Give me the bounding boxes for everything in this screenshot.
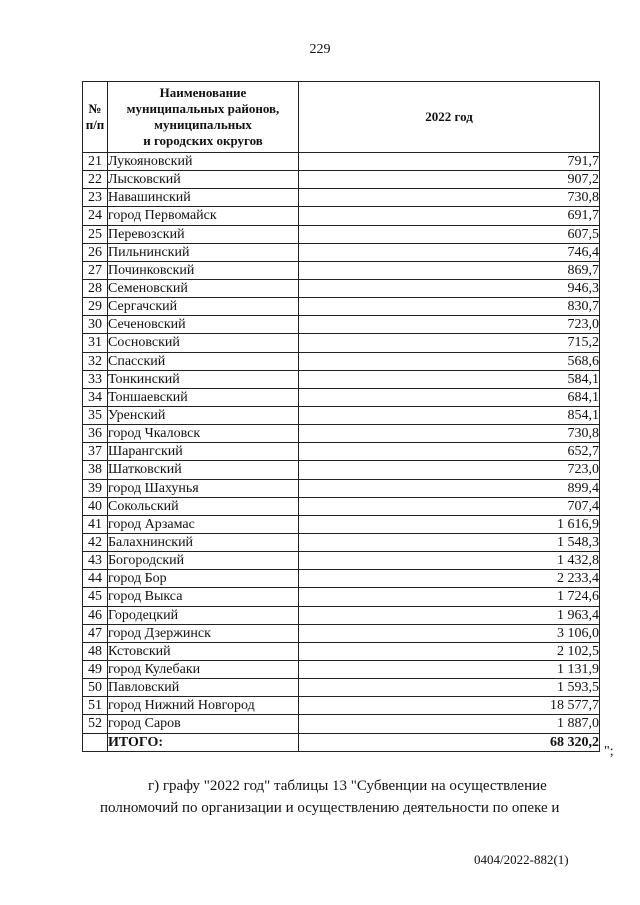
row-name: город Саров (108, 715, 299, 733)
row-name: Лукояновский (108, 153, 299, 171)
row-value: 2 233,4 (299, 570, 600, 588)
row-value: 1 593,5 (299, 679, 600, 697)
page-number: 229 (309, 42, 331, 57)
header-num (83, 82, 108, 153)
row-name: Балахнинский (108, 533, 299, 551)
row-name: город Шахунья (108, 479, 299, 497)
row-number: 24 (83, 207, 108, 225)
table-row (83, 298, 600, 316)
row-value: 1 887,0 (299, 715, 600, 733)
row-value: 584,1 (299, 370, 600, 388)
table-header-row (83, 82, 600, 153)
table-row (83, 279, 600, 297)
header-num-line1: № (88, 101, 102, 116)
row-value: 1 724,6 (299, 588, 600, 606)
header-value: 2022 год (299, 82, 600, 153)
table-row (83, 406, 600, 424)
row-value: 707,4 (299, 497, 600, 515)
row-number: 33 (83, 370, 108, 388)
total-value: 68 320,2 (299, 733, 600, 751)
row-number: 49 (83, 660, 108, 678)
row-name: Перевозский (108, 225, 299, 243)
table-row (83, 588, 600, 606)
row-name: Тоншаевский (108, 388, 299, 406)
row-number: 45 (83, 588, 108, 606)
row-value: 1 548,3 (299, 533, 600, 551)
row-value: 723,0 (299, 316, 600, 334)
table-row (83, 316, 600, 334)
header-name-line4: и городских округов (143, 133, 263, 148)
row-name: Спасский (108, 352, 299, 370)
row-name: Сеченовский (108, 316, 299, 334)
table-row (83, 352, 600, 370)
total-row (83, 733, 600, 751)
row-number: 51 (83, 697, 108, 715)
row-number: 31 (83, 334, 108, 352)
table-row (83, 461, 600, 479)
row-number: 47 (83, 624, 108, 642)
row-number: 44 (83, 570, 108, 588)
row-value: 723,0 (299, 461, 600, 479)
table-row (83, 660, 600, 678)
document-code: 0404/2022-882(1) (474, 852, 569, 867)
row-name: Сокольский (108, 497, 299, 515)
row-value: 3 106,0 (299, 624, 600, 642)
row-number: 50 (83, 679, 108, 697)
paragraph-line-2: полномочий по организации и осуществлению деятельности по опеке и (100, 800, 560, 816)
total-label: ИТОГО: (108, 733, 299, 751)
table-row (83, 642, 600, 660)
row-value: 715,2 (299, 334, 600, 352)
row-number: 25 (83, 225, 108, 243)
table-row (83, 715, 600, 733)
table-row (83, 153, 600, 171)
row-number: 22 (83, 171, 108, 189)
row-value: 1 432,8 (299, 552, 600, 570)
row-name: Починковский (108, 261, 299, 279)
table-row (83, 334, 600, 352)
table-row (83, 624, 600, 642)
row-value: 2 102,5 (299, 642, 600, 660)
row-number: 35 (83, 406, 108, 424)
row-value: 946,3 (299, 279, 600, 297)
row-value: 791,7 (299, 153, 600, 171)
row-number: 27 (83, 261, 108, 279)
row-number: 32 (83, 352, 108, 370)
table-row (83, 606, 600, 624)
table-row (83, 443, 600, 461)
row-value: 899,4 (299, 479, 600, 497)
row-name: Пильнинский (108, 243, 299, 261)
header-name (108, 82, 299, 153)
row-value: 730,8 (299, 425, 600, 443)
row-name: город Бор (108, 570, 299, 588)
row-name: Павловский (108, 679, 299, 697)
row-number: 30 (83, 316, 108, 334)
table-row (83, 479, 600, 497)
row-number: 40 (83, 497, 108, 515)
row-number: 43 (83, 552, 108, 570)
row-number: 41 (83, 515, 108, 533)
row-name: город Кулебаки (108, 660, 299, 678)
row-name: Сосновский (108, 334, 299, 352)
row-name: город Чкаловск (108, 425, 299, 443)
table-row (83, 679, 600, 697)
row-number: 48 (83, 642, 108, 660)
table-row (83, 243, 600, 261)
row-name: город Первомайск (108, 207, 299, 225)
paragraph-line-1: г) графу "2022 год" таблицы 13 "Субвенции на осуществление (148, 778, 547, 794)
header-name-line3: муниципальных (154, 117, 252, 132)
row-value: 869,7 (299, 261, 600, 279)
total-num-empty (83, 733, 108, 751)
table-row (83, 189, 600, 207)
row-value: 1 616,9 (299, 515, 600, 533)
row-number: 26 (83, 243, 108, 261)
row-name: Городецкий (108, 606, 299, 624)
row-value: 652,7 (299, 443, 600, 461)
header-name-line1: Наименование (159, 85, 247, 100)
row-value: 730,8 (299, 189, 600, 207)
row-number: 37 (83, 443, 108, 461)
row-number: 34 (83, 388, 108, 406)
row-value: 1 131,9 (299, 660, 600, 678)
row-value: 684,1 (299, 388, 600, 406)
table-row (83, 225, 600, 243)
table-row (83, 388, 600, 406)
row-number: 28 (83, 279, 108, 297)
table-row (83, 570, 600, 588)
row-name: Богородский (108, 552, 299, 570)
row-number: 23 (83, 189, 108, 207)
row-number: 39 (83, 479, 108, 497)
row-name: Семеновский (108, 279, 299, 297)
row-number: 38 (83, 461, 108, 479)
row-name: Уренский (108, 406, 299, 424)
row-value: 746,4 (299, 243, 600, 261)
table-row (83, 370, 600, 388)
row-value: 830,7 (299, 298, 600, 316)
header-num-line2: п/п (85, 117, 105, 132)
row-number: 21 (83, 153, 108, 171)
row-number: 42 (83, 533, 108, 551)
table-row (83, 425, 600, 443)
row-value: 691,7 (299, 207, 600, 225)
row-name: Шатковский (108, 461, 299, 479)
row-number: 52 (83, 715, 108, 733)
table-row (83, 515, 600, 533)
row-name: Тонкинский (108, 370, 299, 388)
row-name: Сергачский (108, 298, 299, 316)
row-name: город Дзержинск (108, 624, 299, 642)
row-value: 1 963,4 (299, 606, 600, 624)
row-number: 46 (83, 606, 108, 624)
row-value: 907,2 (299, 171, 600, 189)
row-name: город Выкса (108, 588, 299, 606)
table-row (83, 552, 600, 570)
subventions-table (82, 81, 600, 752)
row-value: 607,5 (299, 225, 600, 243)
amendment-paragraph (100, 775, 600, 819)
row-name: город Арзамас (108, 515, 299, 533)
row-name: Шарангский (108, 443, 299, 461)
table-row (83, 171, 600, 189)
row-value: 18 577,7 (299, 697, 600, 715)
table-row (83, 261, 600, 279)
table-row (83, 533, 600, 551)
header-name-line2: муниципальных районов, (126, 101, 280, 116)
closing-quote: "; (604, 744, 614, 759)
row-name: Кстовский (108, 642, 299, 660)
table-row (83, 497, 600, 515)
row-name: Лысковский (108, 171, 299, 189)
row-value: 568,6 (299, 352, 600, 370)
row-number: 29 (83, 298, 108, 316)
row-number: 36 (83, 425, 108, 443)
row-name: Навашинский (108, 189, 299, 207)
table-row (83, 207, 600, 225)
row-name: город Нижний Новгород (108, 697, 299, 715)
row-value: 854,1 (299, 406, 600, 424)
table-row (83, 697, 600, 715)
